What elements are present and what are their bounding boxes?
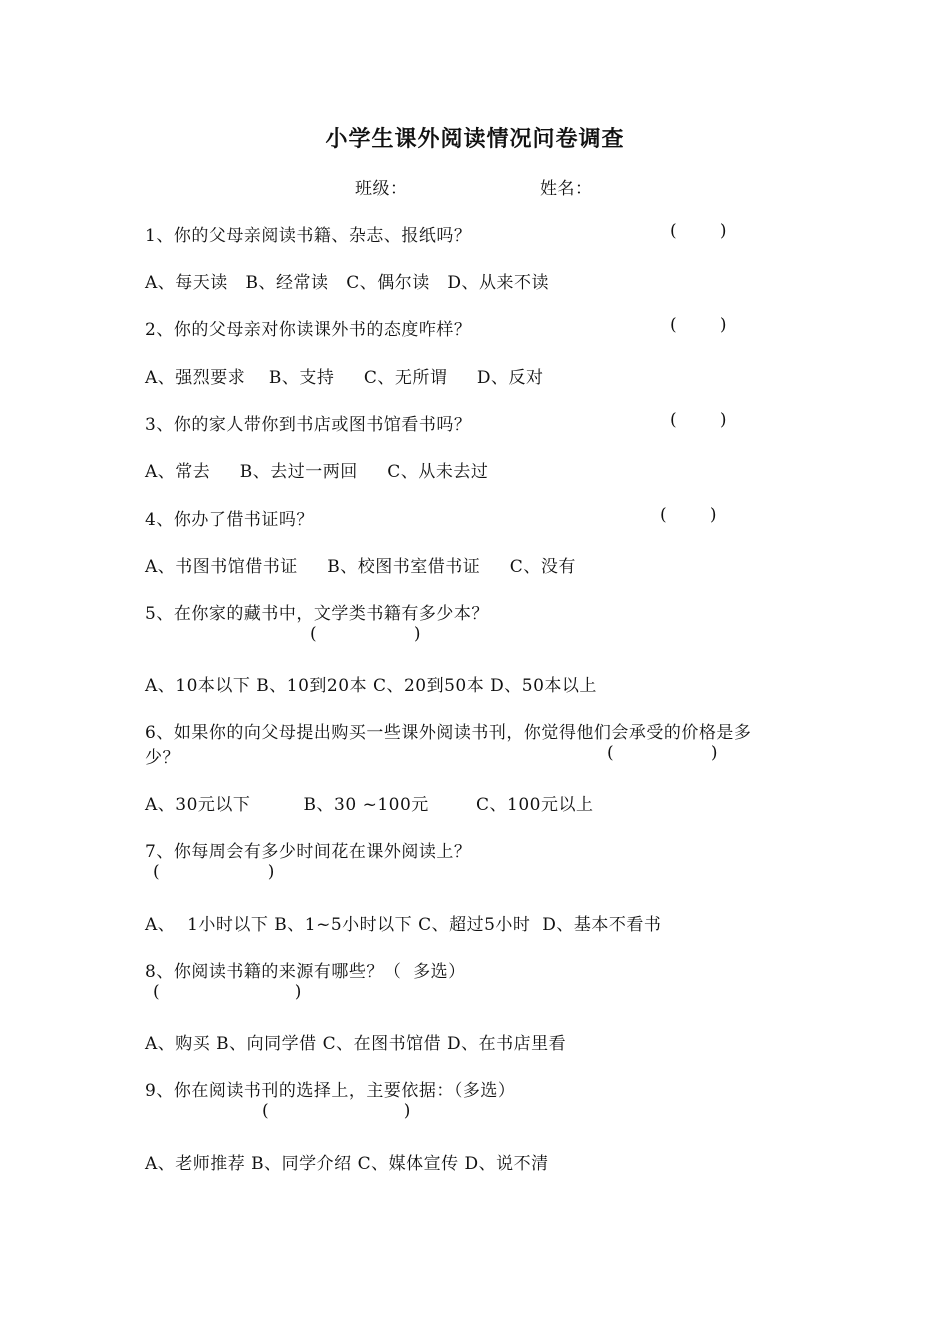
answer-blank-8: ( ) bbox=[153, 982, 302, 1002]
options-9: A、老师推荐 B、同学介绍 C、媒体宣传 D、说不清 bbox=[145, 1154, 549, 1174]
answer-blank-5: ( ) bbox=[310, 624, 421, 644]
options-7: A、 1小时以下 B、1~5小时以下 C、超过5小时 D、基本不看书 bbox=[145, 915, 662, 935]
options-4: A、书图书馆借书证 B、校图书室借书证 C、没有 bbox=[145, 557, 576, 577]
answer-blank-3: ( ) bbox=[670, 410, 727, 430]
options-3: A、常去 B、去过一两回 C、从未去过 bbox=[145, 462, 489, 482]
question-6: 6、如果你的向父母提出购买一些课外阅读书刊，你觉得他们会承受的价格是多 bbox=[145, 723, 752, 743]
answer-blank-6: ( ) bbox=[607, 743, 718, 763]
answer-blank-7: ( ) bbox=[153, 862, 275, 882]
question-3: 3、你的家人带你到书店或图书馆看书吗？ bbox=[145, 415, 472, 435]
answer-blank-9: ( ) bbox=[262, 1101, 411, 1121]
options-1: A、每天读 B、经常读 C、偶尔读 D、从来不读 bbox=[145, 273, 550, 293]
question-4: 4、你办了借书证吗？ bbox=[145, 510, 314, 530]
question-1: 1、你的父母亲阅读书籍、杂志、报纸吗？ bbox=[145, 226, 472, 246]
name-label: 姓名： bbox=[540, 179, 593, 199]
question-7: 7、你每周会有多少时间花在课外阅读上？ bbox=[145, 842, 472, 862]
class-label: 班级： bbox=[355, 179, 408, 199]
options-6: A、30元以下 B、30 ~100元 C、100元以上 bbox=[145, 795, 594, 815]
question-9: 9、你在阅读书刊的选择上，主要依据：（多选） bbox=[145, 1081, 516, 1101]
answer-blank-1: ( ) bbox=[670, 221, 727, 241]
question-5: 5、在你家的藏书中，文学类书籍有多少本？ bbox=[145, 604, 489, 624]
options-8: A、购买 B、向同学借 C、在图书馆借 D、在书店里看 bbox=[145, 1034, 567, 1054]
answer-blank-4: ( ) bbox=[660, 505, 717, 525]
question-2: 2、你的父母亲对你读课外书的态度咋样？ bbox=[145, 320, 472, 340]
question-6-continued: 少？ bbox=[145, 748, 180, 768]
options-5: A、10本以下 B、10到20本 C、20到50本 D、50本以上 bbox=[145, 676, 597, 696]
answer-blank-2: ( ) bbox=[670, 315, 727, 335]
page-title: 小学生课外阅读情况问卷调查 bbox=[325, 126, 625, 152]
options-2: A、强烈要求 B、支持 C、无所谓 D、反对 bbox=[145, 368, 544, 388]
question-8: 8、你阅读书籍的来源有哪些？（ 多选） bbox=[145, 962, 466, 982]
